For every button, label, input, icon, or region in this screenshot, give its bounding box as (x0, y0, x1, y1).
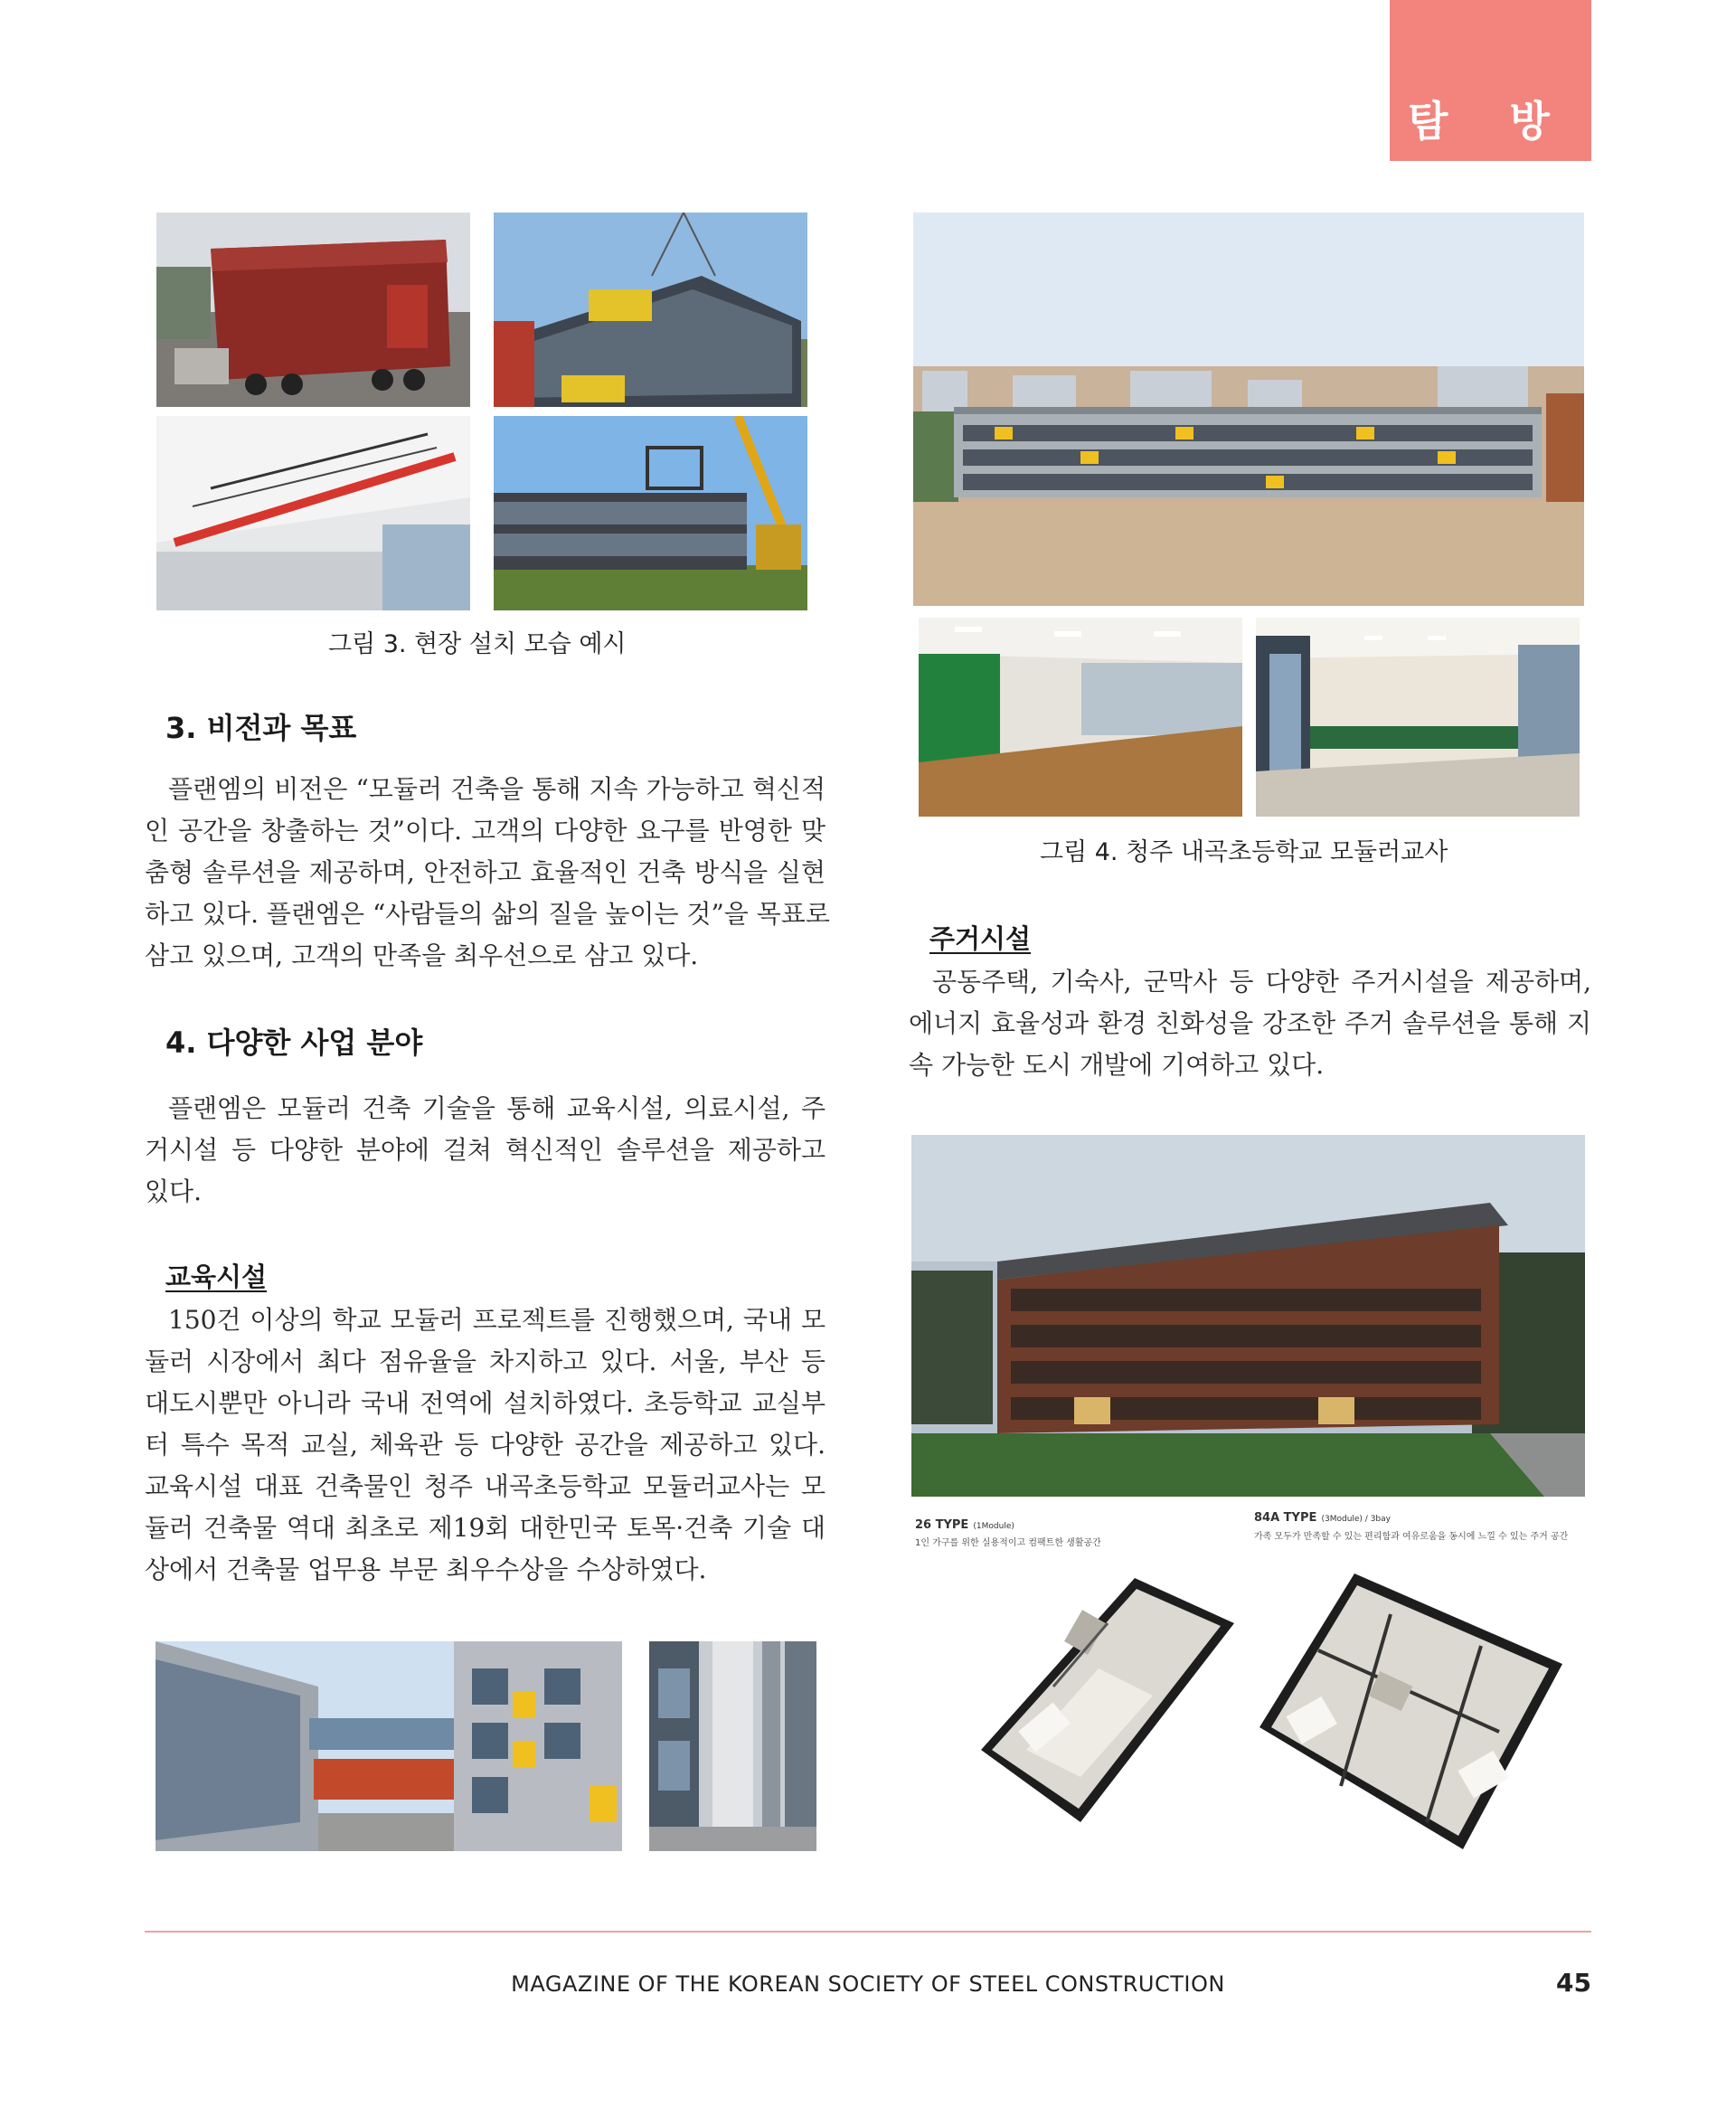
housing-paragraph (909, 961, 1591, 1086)
photo-module-lifting (494, 213, 807, 407)
text-line: 인 공간을 창출하는 것”이다. 고객의 다양한 요구를 반영한 맞 (145, 816, 826, 846)
text-line: 150건 이상의 학교 모듈러 프로젝트를 진행했으며, 국내 모 (168, 1305, 826, 1335)
text-line: 터 특수 목적 교실, 체육관 등 다양한 공간을 제공하고 있다. (145, 1430, 826, 1460)
text-line: 상에서 건축물 업무용 부문 최우수상을 수상하였다. (145, 1555, 707, 1584)
text-line: 에너지 효율성과 환경 친화성을 강조한 주거 솔루션을 통해 지 (909, 1008, 1591, 1038)
photo-module-transport (156, 213, 470, 407)
section3-paragraph (145, 769, 830, 977)
education-paragraph (145, 1299, 826, 1591)
photo-housing-rendering (911, 1135, 1585, 1497)
text-line: 속 가능한 도시 개발에 기여하고 있다. (909, 1050, 1325, 1080)
plan-type26-desc: 1인 가구를 위한 실용적이고 컴팩트한 생활공간 (915, 1538, 1101, 1548)
text-line: 있다. (145, 1177, 202, 1206)
education-heading: 교육시설 (165, 1262, 268, 1292)
plan-type84-desc: 가족 모두가 만족할 수 있는 편리함과 여유로움을 동시에 느낄 수 있는 주거 공간 (1254, 1532, 1569, 1542)
text-line: 플랜엠의 비전은 “모듈러 건축을 통해 지속 가능하고 혁신적 (168, 774, 826, 804)
section3-heading: 3. 비전과 목표 (165, 711, 357, 745)
text-line: 삼고 있으며, 고객의 만족을 최우선으로 삼고 있다. (145, 940, 699, 970)
section4-paragraph (145, 1088, 826, 1213)
photo-gym-interior (919, 618, 1242, 817)
floorplan-type84 (1255, 1569, 1567, 1854)
plan-type26-name: 26 TYPE (915, 1518, 969, 1532)
plan-type84-name: 84A TYPE (1254, 1511, 1317, 1525)
photo-classroom-interior (1256, 618, 1580, 817)
housing-heading: 주거시설 (929, 923, 1032, 954)
text-line: 거시설 등 다양한 분야에 걸쳐 혁신적인 솔루션을 제공하고 (145, 1135, 826, 1165)
figure4-caption: 그림 4. 청주 내곡초등학교 모듈러교사 (1040, 838, 1448, 866)
section4-heading: 4. 다양한 사업 분야 (165, 1025, 423, 1060)
text-line: 춤형 솔루션을 제공하며, 안전하고 효율적인 건축 방식을 실현 (145, 857, 826, 887)
plan-type84-title (1254, 1507, 1391, 1525)
text-line: 대도시뿐만 아니라 국내 전역에 설치하였다. 초등학교 교실부 (145, 1388, 826, 1418)
photo-school-facade (649, 1641, 816, 1851)
photo-school-exterior (913, 213, 1584, 606)
footer-divider (145, 1931, 1591, 1933)
text-line: 하고 있다. 플랜엠은 “사람들의 삶의 질을 높이는 것”을 목표로 (145, 899, 830, 929)
plan-type26-module: (1Module) (973, 1522, 1014, 1531)
plan-type26-title (915, 1515, 1014, 1532)
text-line: 듈러 시장에서 최다 점유율을 차지하고 있다. 서울, 부산 등 (145, 1347, 826, 1376)
photo-school-courtyard (156, 1641, 622, 1851)
floorplan-type26 (972, 1569, 1239, 1831)
figure3-caption: 그림 3. 현장 설치 모습 예시 (328, 630, 627, 658)
text-line: 듈러 건축물 역대 최초로 제19회 대한민국 토목·건축 기술 대 (145, 1513, 826, 1543)
text-line: 플랜엠은 모듈러 건축 기술을 통해 교육시설, 의료시설, 주 (168, 1093, 826, 1123)
page-number: 45 (1556, 1968, 1591, 1998)
photo-crane-installation (494, 416, 807, 610)
photo-interior-ceiling (156, 416, 470, 610)
section-tab: 탐 방 (1390, 0, 1591, 161)
text-line: 교육시설 대표 건축물인 청주 내곡초등학교 모듈러교사는 모 (145, 1471, 826, 1501)
text-line: 공동주택, 기숙사, 군막사 등 다양한 주거시설을 제공하며, (932, 967, 1591, 997)
plan-type84-module: (3Module) / 3bay (1321, 1515, 1391, 1524)
footer-magazine-title: MAGAZINE OF THE KOREAN SOCIETY OF STEEL CONSTRUCTION (511, 1971, 1225, 1997)
